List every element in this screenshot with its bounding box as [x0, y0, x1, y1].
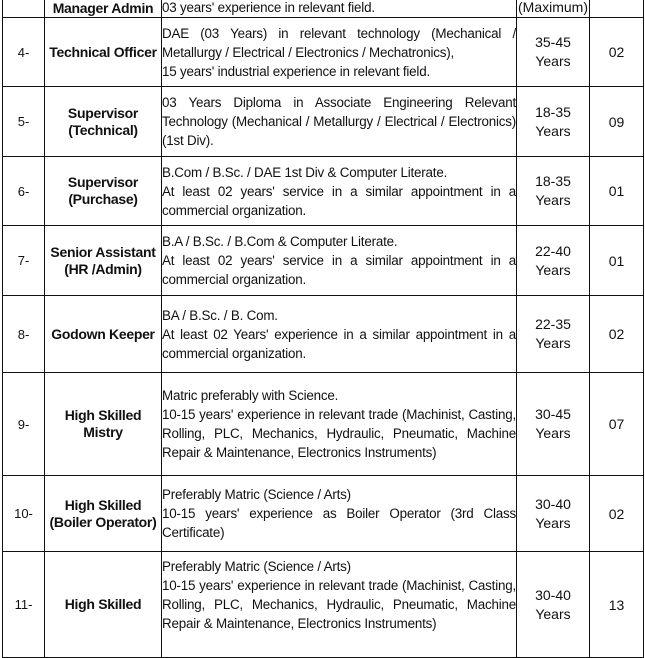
age-limit: (Maximum): [517, 0, 590, 18]
vacancies-table: [2, 0, 644, 658]
serial-number: 9-: [3, 373, 45, 476]
posts-count: 02: [590, 476, 644, 552]
post-name: Supervisor (Technical): [45, 87, 162, 157]
qualification-cell: [162, 18, 517, 87]
table-row: [3, 552, 644, 658]
table-row-partial: [3, 0, 644, 18]
posts-count: 01: [590, 226, 644, 296]
table-row: [3, 476, 644, 552]
qualification-cell: [162, 0, 517, 18]
posts-count: 13: [590, 552, 644, 658]
qualification-cell: [162, 157, 517, 226]
posts-count: 07: [590, 373, 644, 476]
post-name: Manager Admin: [45, 0, 162, 18]
age-limit: 18-35 Years: [517, 87, 590, 157]
qualification-line: At least 02 years' service in a similar appointment in a commercial organization.: [162, 253, 516, 287]
post-name: Technical Officer: [45, 18, 162, 87]
posts-count: 02: [590, 18, 644, 87]
age-limit: 30-40 Years: [517, 552, 590, 658]
post-name: High Skilled (Boiler Operator): [45, 476, 162, 552]
qualification-line: 15 years' industrial experience in relevant field.: [162, 63, 430, 79]
qualification-cell: [162, 296, 517, 373]
table-row: [3, 157, 644, 226]
qualification-line: 10-15 years' experience in relevant trade (Machinist, Casting, Rolling, PLC, Mechanics, Hydraulic, Pneumatic, Machine Repair & Maintenance, Electronics Instruments): [162, 407, 516, 460]
qualification-line: Matric preferably with Science.: [162, 388, 339, 403]
post-name: Godown Keeper: [45, 296, 162, 373]
serial-number: 4-: [3, 18, 45, 87]
qualification-cell: [162, 226, 517, 296]
qualification-line: 10-15 years' experience as Boiler Operator (3rd Class Certificate): [162, 506, 516, 540]
post-name: High Skilled: [45, 552, 162, 658]
post-name: High Skilled Mistry: [45, 373, 162, 476]
age-limit: 18-35 Years: [517, 157, 590, 226]
qualification-line: Preferably Matric (Science / Arts): [162, 487, 351, 502]
qualification-line: At least 02 years' service in a similar appointment in a commercial organization.: [162, 183, 516, 218]
qualification-line: BA / B.Sc. / B. Com.: [162, 307, 278, 323]
qualification-line: B.A / B.Sc. / B.Com & Computer Literate.: [162, 234, 398, 249]
qualification-cell: [162, 552, 517, 658]
table-row: [3, 226, 644, 296]
posts-count: 09: [590, 87, 644, 157]
posts-count: [590, 0, 644, 18]
qualification-cell: [162, 476, 517, 552]
qualification-line: 03 years' experience in relevant field.: [162, 0, 375, 15]
qualification-cell: [162, 87, 517, 157]
age-limit: 30-40 Years: [517, 476, 590, 552]
qualification-cell: [162, 373, 517, 476]
serial-number: 11-: [3, 552, 45, 658]
table-row: [3, 18, 644, 87]
qualification-line: Preferably Matric (Science / Arts): [162, 559, 351, 574]
serial-cell: [3, 0, 45, 18]
qualification-line: DAE (03 Years) in relevant technology (Mechanical / Metallurgy / Electrical / Electronics / Mechatronics),: [162, 25, 516, 60]
posts-count: 02: [590, 296, 644, 373]
table-row: [3, 296, 644, 373]
serial-number: 7-: [3, 226, 45, 296]
serial-number: 6-: [3, 157, 45, 226]
post-name: Supervisor (Purchase): [45, 157, 162, 226]
serial-number: 8-: [3, 296, 45, 373]
serial-number: 5-: [3, 87, 45, 157]
serial-number: 10-: [3, 476, 45, 552]
table-row: [3, 373, 644, 476]
post-name: Senior Assistant (HR /Admin): [45, 226, 162, 296]
age-limit: 35-45 Years: [517, 18, 590, 87]
qualification-line: At least 02 Years' experience in a similar appointment in a commercial organization.: [162, 326, 516, 361]
age-limit: 22-40 Years: [517, 226, 590, 296]
qualification-line: 03 Years Diploma in Associate Engineering Relevant Technology (Mechanical / Metallurgy / Electrical / Electronics) (1st Div).: [162, 95, 516, 148]
age-limit: 30-45 Years: [517, 373, 590, 476]
table-row: [3, 87, 644, 157]
age-limit: 22-35 Years: [517, 296, 590, 373]
posts-count: 01: [590, 157, 644, 226]
qualification-line: B.Com / B.Sc. / DAE 1st Div & Computer Literate.: [162, 164, 448, 180]
qualification-line: 10-15 years' experience in relevant trade (Machinist, Casting, Rolling, PLC, Mechanics, Hydraulic, Pneumatic, Machine Repair & Maintenance, Electronics Instruments): [162, 578, 516, 631]
